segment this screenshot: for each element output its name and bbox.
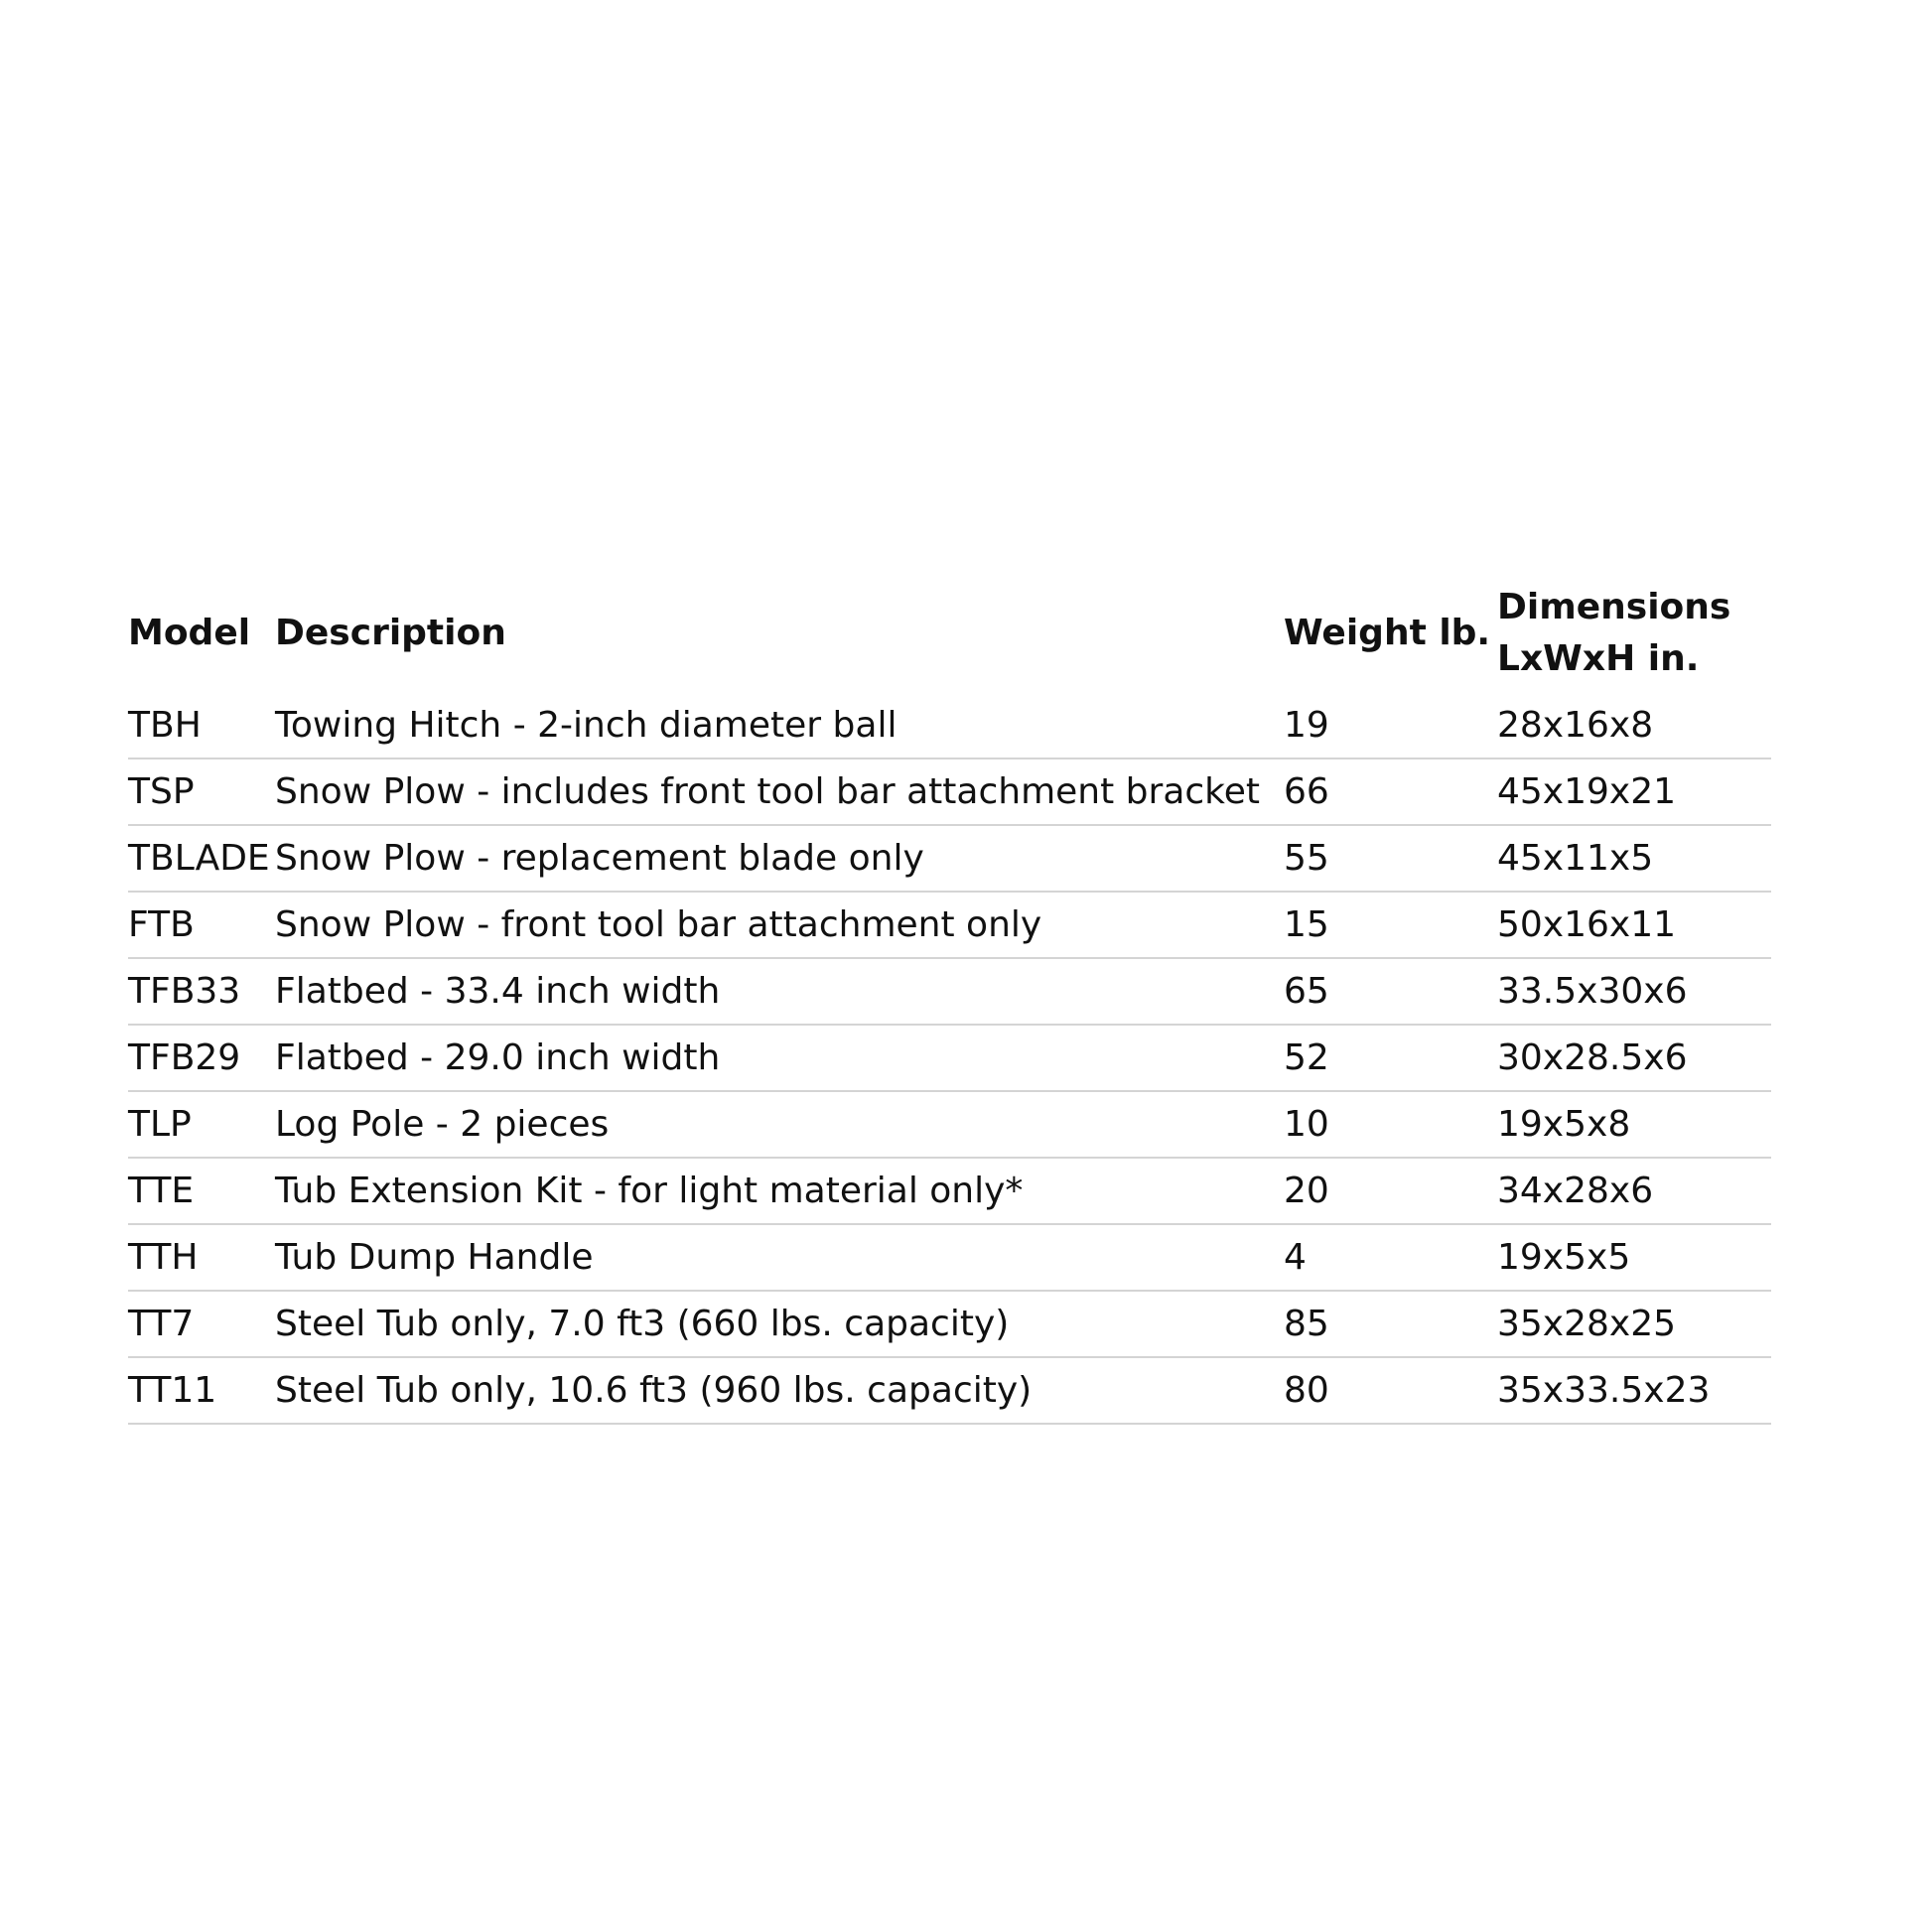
table-row — [128, 759, 1771, 825]
table-row — [128, 825, 1771, 892]
cell-weight: 85 — [1284, 1291, 1497, 1357]
cell-model: TT7 — [128, 1291, 275, 1357]
cell-description: Snow Plow - replacement blade only — [275, 825, 1284, 892]
table-row — [128, 1291, 1771, 1357]
cell-weight: 65 — [1284, 958, 1497, 1025]
cell-model: TFB33 — [128, 958, 275, 1025]
cell-dimensions: 34x28x6 — [1497, 1158, 1771, 1224]
header-dimensions-line1: Dimensions — [1497, 587, 1731, 627]
accessories-table — [128, 574, 1771, 1425]
cell-model: TSP — [128, 759, 275, 825]
header-dimensions — [1497, 574, 1771, 693]
table-row — [128, 1025, 1771, 1091]
cell-dimensions: 35x33.5x23 — [1497, 1357, 1771, 1424]
cell-dimensions: 45x19x21 — [1497, 759, 1771, 825]
table-header-row — [128, 574, 1771, 693]
header-model: Model — [128, 613, 251, 653]
cell-model: TFB29 — [128, 1025, 275, 1091]
cell-description: Log Pole - 2 pieces — [275, 1091, 1284, 1158]
cell-description: Steel Tub only, 10.6 ft3 (960 lbs. capacity) — [275, 1357, 1284, 1424]
cell-description: Flatbed - 29.0 inch width — [275, 1025, 1284, 1091]
cell-model: TTE — [128, 1158, 275, 1224]
cell-dimensions: 45x11x5 — [1497, 825, 1771, 892]
header-dimensions-line2: LxWxH in. — [1497, 638, 1700, 679]
cell-dimensions: 28x16x8 — [1497, 693, 1771, 759]
table-row — [128, 1158, 1771, 1224]
cell-description: Snow Plow - includes front tool bar attachment bracket — [275, 759, 1284, 825]
table-row — [128, 693, 1771, 759]
cell-model: TBLADE — [128, 825, 275, 892]
table-row — [128, 892, 1771, 958]
cell-weight: 19 — [1284, 693, 1497, 759]
cell-dimensions: 50x16x11 — [1497, 892, 1771, 958]
cell-dimensions: 19x5x5 — [1497, 1224, 1771, 1291]
cell-dimensions: 35x28x25 — [1497, 1291, 1771, 1357]
cell-weight: 80 — [1284, 1357, 1497, 1424]
table-row — [128, 958, 1771, 1025]
cell-dimensions: 30x28.5x6 — [1497, 1025, 1771, 1091]
header-weight: Weight lb. — [1284, 613, 1491, 653]
cell-model: TBH — [128, 693, 275, 759]
cell-description: Flatbed - 33.4 inch width — [275, 958, 1284, 1025]
cell-weight: 52 — [1284, 1025, 1497, 1091]
cell-weight: 55 — [1284, 825, 1497, 892]
cell-description: Towing Hitch - 2-inch diameter ball — [275, 693, 1284, 759]
cell-weight: 66 — [1284, 759, 1497, 825]
cell-weight: 20 — [1284, 1158, 1497, 1224]
cell-model: FTB — [128, 892, 275, 958]
cell-weight: 10 — [1284, 1091, 1497, 1158]
cell-description: Tub Extension Kit - for light material only* — [275, 1158, 1284, 1224]
cell-weight: 4 — [1284, 1224, 1497, 1291]
cell-dimensions: 19x5x8 — [1497, 1091, 1771, 1158]
cell-model: TTH — [128, 1224, 275, 1291]
cell-model: TT11 — [128, 1357, 275, 1424]
table-row — [128, 1224, 1771, 1291]
cell-description: Steel Tub only, 7.0 ft3 (660 lbs. capacity) — [275, 1291, 1284, 1357]
cell-description: Snow Plow - front tool bar attachment only — [275, 892, 1284, 958]
cell-model: TLP — [128, 1091, 275, 1158]
cell-weight: 15 — [1284, 892, 1497, 958]
cell-description: Tub Dump Handle — [275, 1224, 1284, 1291]
header-description: Description — [275, 613, 506, 653]
cell-dimensions: 33.5x30x6 — [1497, 958, 1771, 1025]
table-row — [128, 1357, 1771, 1424]
table-row — [128, 1091, 1771, 1158]
